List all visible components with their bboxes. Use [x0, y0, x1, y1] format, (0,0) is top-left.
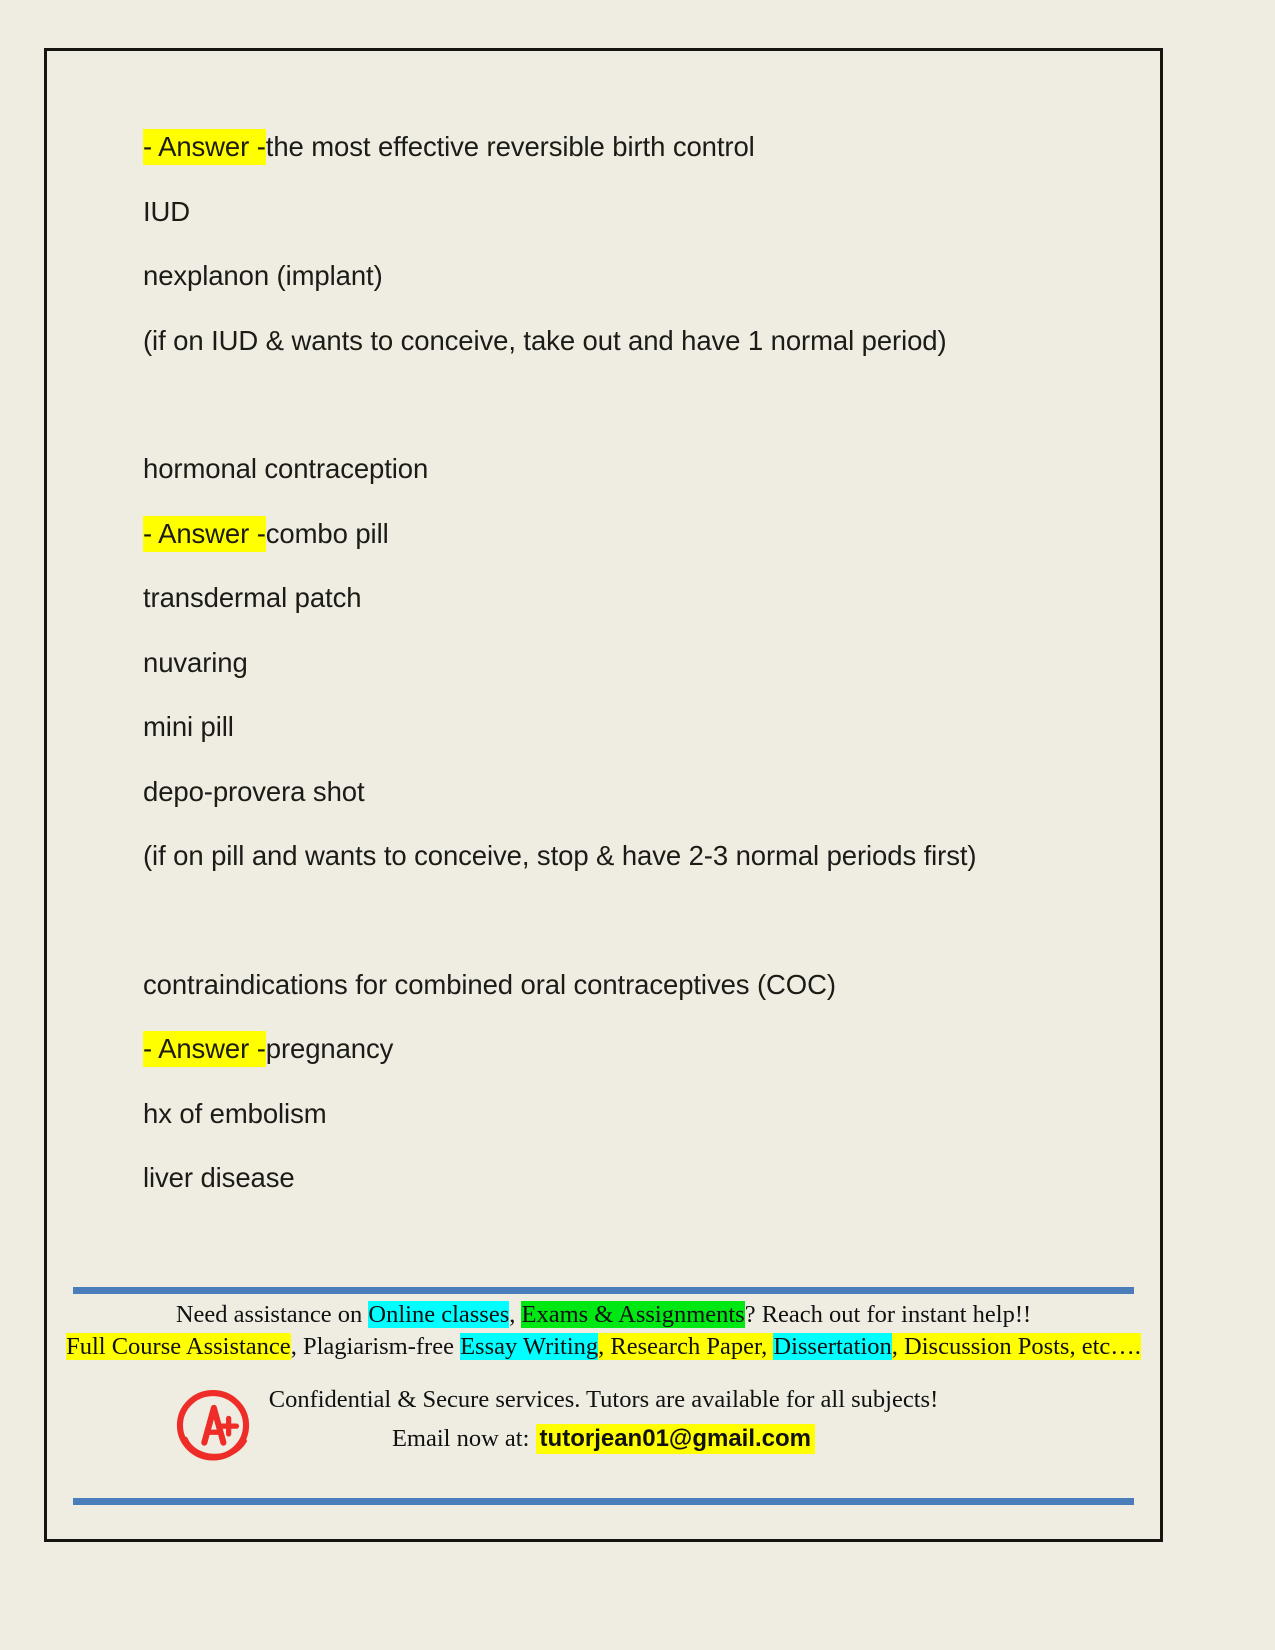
promo-text-comma: , [509, 1301, 522, 1328]
promo-line-email [47, 1422, 1160, 1455]
note-line: nuvaring [143, 646, 248, 678]
promo-line-services [47, 1332, 1160, 1361]
note-line: hormonal contraception [143, 453, 429, 484]
promo-highlight-dissertation: Dissertation [773, 1332, 892, 1360]
note-line: transdermal patch [143, 582, 362, 613]
note-line-text: combo pill [265, 517, 389, 549]
note-line: liver disease [143, 1162, 295, 1193]
answer-tag: - Answer - [143, 516, 266, 552]
note-line-text: pregnancy [265, 1033, 394, 1064]
note-line: hx of embolism [143, 1097, 327, 1129]
promo-text-need-assistance: Need assistance on [175, 1301, 369, 1328]
note-line: depo-provera shot [143, 775, 365, 807]
promo-highlight-essay-writing: Essay Writing [460, 1332, 599, 1360]
promo-highlight-online-classes: Online classes [368, 1301, 510, 1328]
promo-footer [47, 1287, 1160, 1539]
email-label: Email now at: [391, 1425, 536, 1453]
note-line [143, 1035, 1120, 1063]
note-line [143, 133, 1120, 161]
note-line: mini pill [143, 711, 234, 742]
document-page [44, 48, 1163, 1542]
footer-divider-top [73, 1287, 1134, 1294]
answer-tag: - Answer - [143, 129, 266, 165]
promo-contact-block [47, 1383, 1160, 1493]
answer-tag: - Answer - [143, 1031, 266, 1067]
promo-text-plagiarism-free: , Plagiarism-free [290, 1332, 461, 1360]
note-line [143, 517, 1120, 549]
note-line: contraindications for combined oral contraceptives (COC) [143, 968, 836, 1000]
promo-highlight-discussion-posts: , Discussion Posts, etc…. [891, 1332, 1141, 1360]
promo-line-assistance [47, 1301, 1160, 1330]
promo-highlight-exams-assignments: Exams & Assignments [521, 1301, 745, 1328]
note-line: (if on IUD & wants to conceive, take out and have 1 normal period) [143, 324, 947, 356]
promo-headline-block [47, 1301, 1160, 1361]
page-inner [47, 51, 1160, 1539]
promo-text-block [47, 1383, 1160, 1455]
promo-text-reach-out: ? Reach out for instant help!! [744, 1301, 1032, 1328]
notes-body [143, 133, 1120, 1229]
note-line: (if on pill and wants to conceive, stop & have 2-3 normal periods first) [143, 840, 977, 871]
note-line: IUD [143, 195, 191, 227]
promo-line-confidential: Confidential & Secure services. Tutors are available for all subjects! [268, 1386, 939, 1413]
promo-highlight-full-course-assistance: Full Course Assistance [66, 1332, 291, 1360]
note-line: nexplanon (implant) [143, 260, 383, 291]
promo-highlight-research-paper: , Research Paper, [598, 1332, 774, 1360]
note-line-text: the most effective reversible birth control [265, 131, 755, 162]
footer-divider-bottom [73, 1498, 1134, 1505]
email-address[interactable]: tutorjean01@gmail.com [536, 1424, 815, 1454]
